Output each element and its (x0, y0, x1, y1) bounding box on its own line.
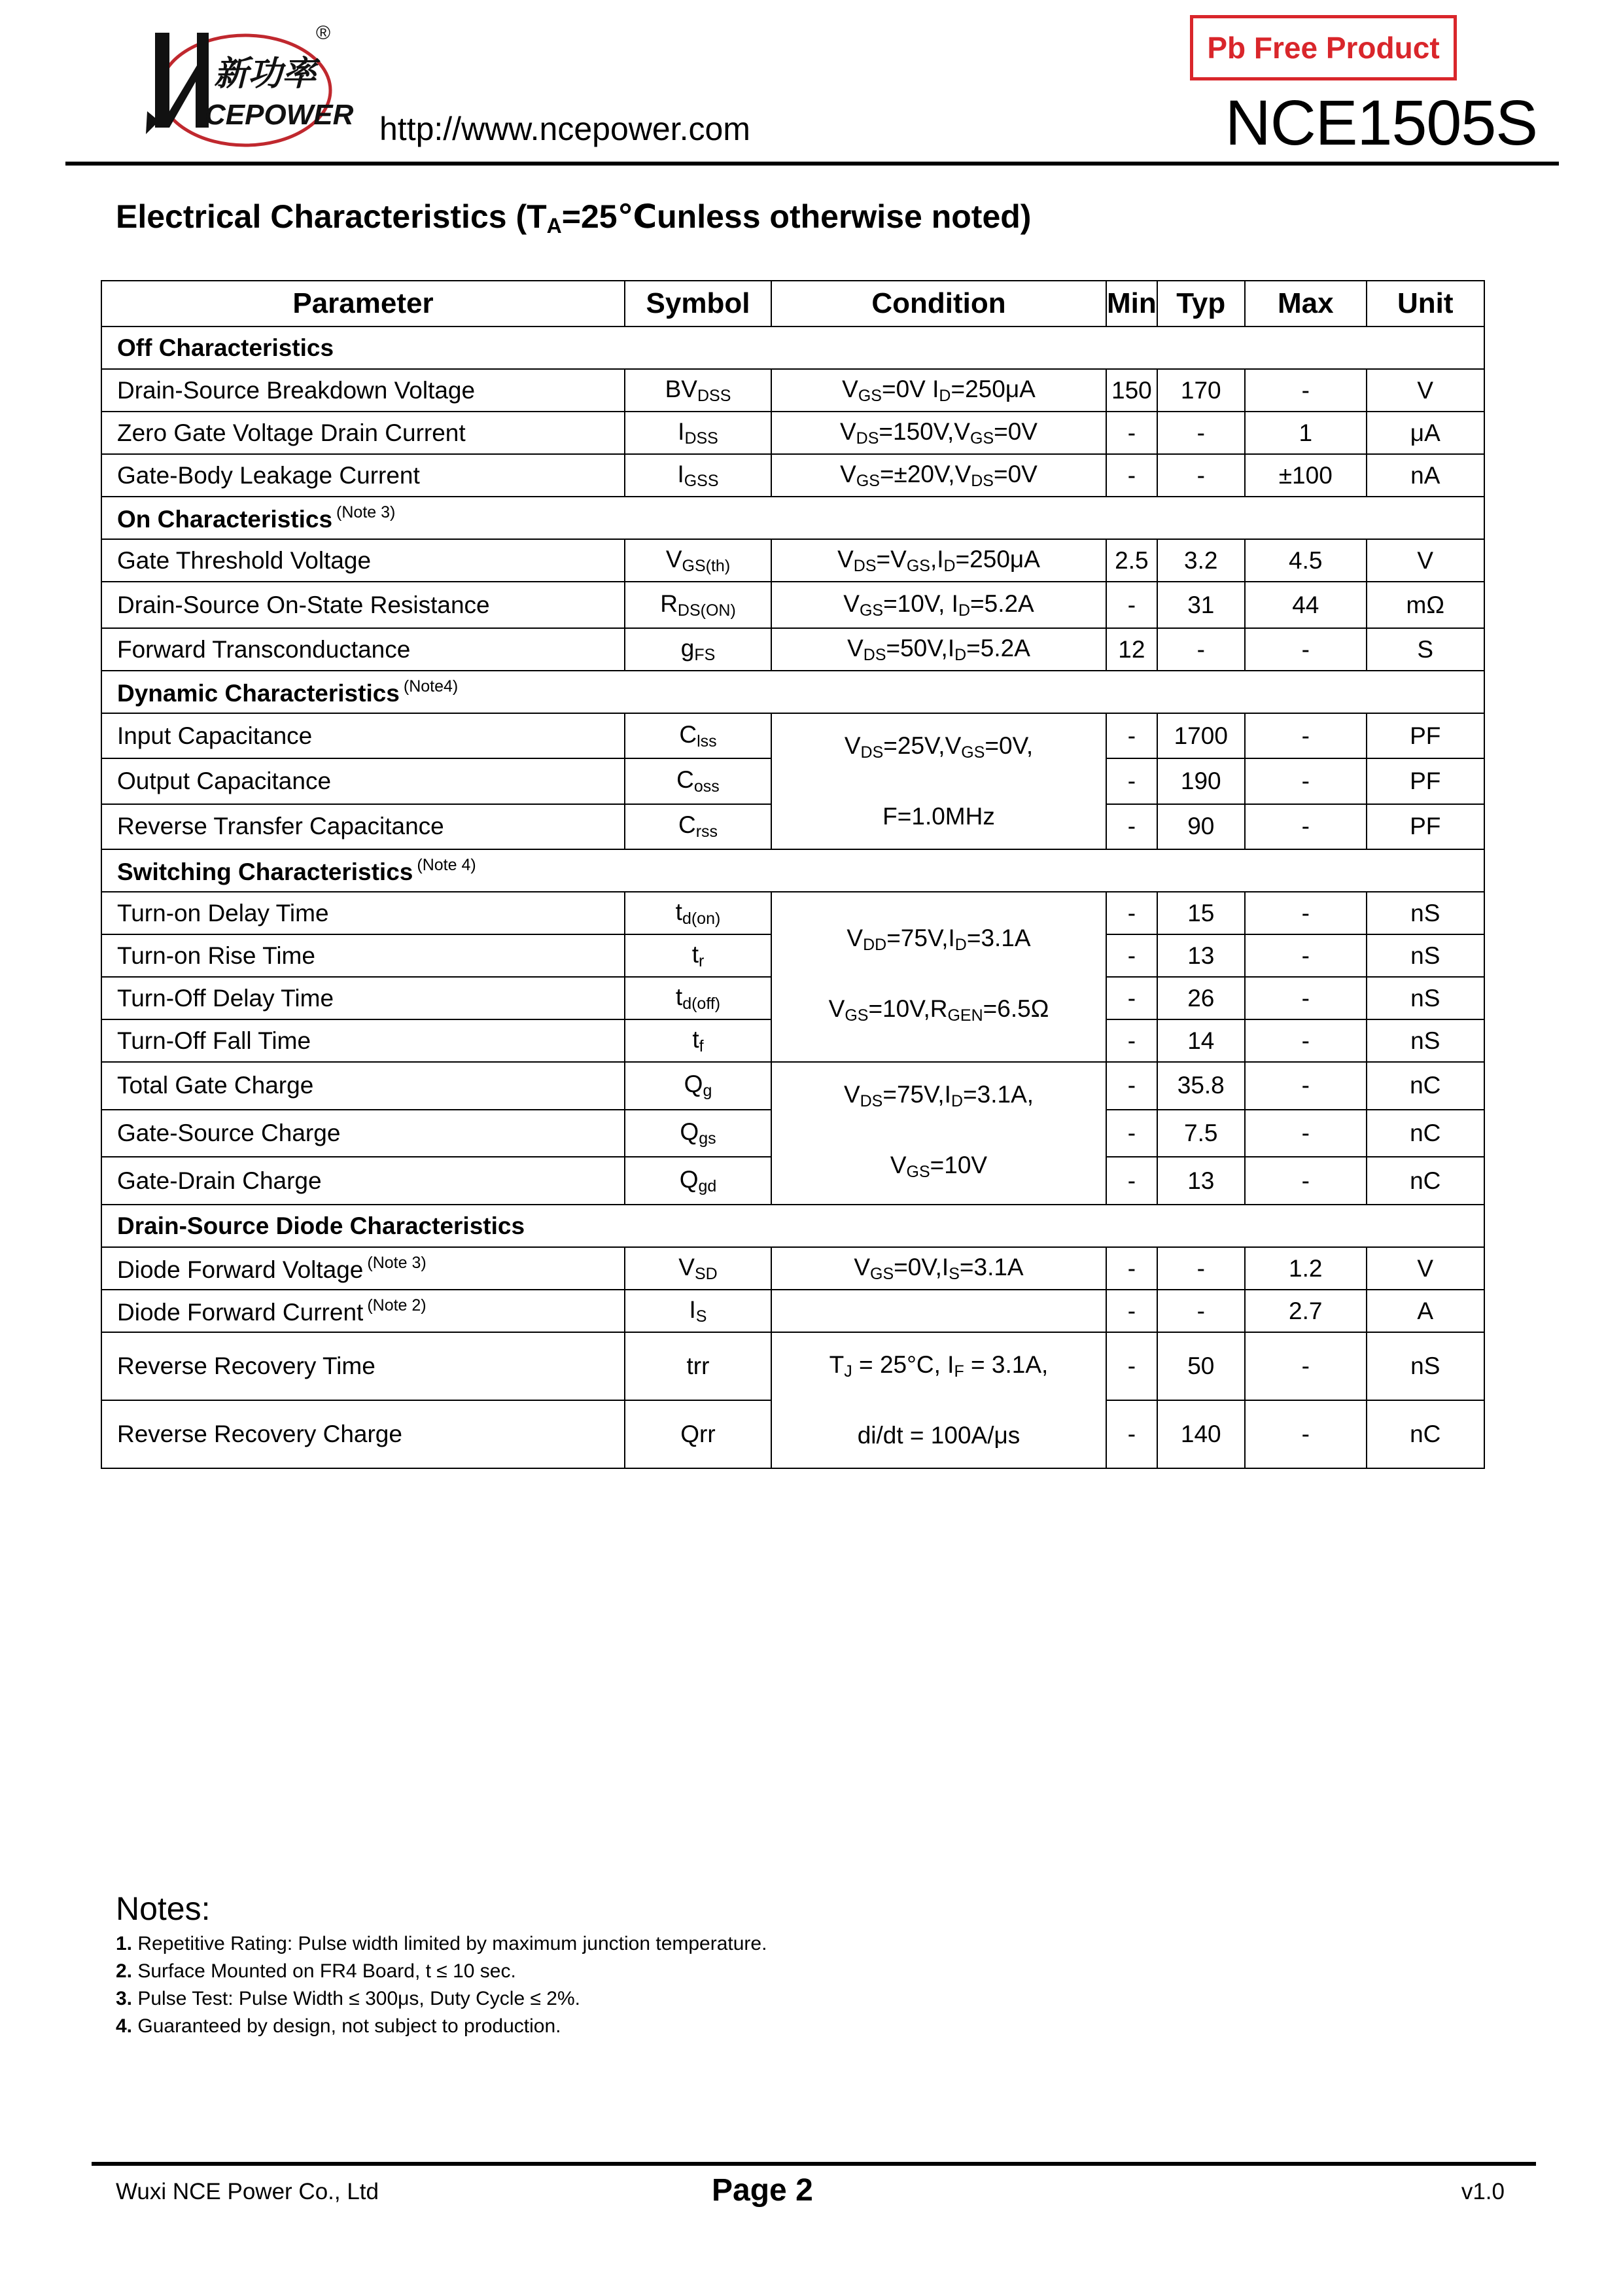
param-cell: Diode Forward Current $^{(Note 2)}$ (101, 1290, 625, 1332)
max-cell: - (1245, 804, 1367, 849)
unit-cell: nS (1367, 1332, 1484, 1400)
unit-cell: μA (1367, 412, 1484, 454)
footer-company: Wuxi NCE Power Co., Ltd (116, 2179, 379, 2204)
condition-cell: $V_{GS}=0V,I_S=3.1A$ (771, 1247, 1106, 1290)
param-cell: Drain-Source Breakdown Voltage (101, 369, 625, 412)
col-header-typ: Typ (1157, 281, 1245, 327)
max-cell: 1.2 (1245, 1247, 1367, 1290)
symbol-cell: $Q_{gs}$ (625, 1110, 771, 1157)
max-cell: - (1245, 1019, 1367, 1062)
param-cell: Forward Transconductance (101, 628, 625, 671)
page-number: Page 2 (712, 2173, 813, 2208)
min-cell: - (1106, 1110, 1157, 1157)
typ-cell: 31 (1157, 582, 1245, 628)
min-cell: - (1106, 1019, 1157, 1062)
section-row (101, 1205, 1484, 1247)
section-off: Off Characteristics (101, 327, 1484, 369)
website-url[interactable]: http://www.ncepower.com (379, 111, 750, 147)
typ-cell: 90 (1157, 804, 1245, 849)
max-cell: - (1245, 892, 1367, 934)
param-cell: Total Gate Charge (101, 1062, 625, 1110)
condition-cell: $V_{DS}=150V,V_{GS}=0V$ (771, 412, 1106, 454)
typ-cell: 1700 (1157, 713, 1245, 758)
max-cell: - (1245, 1400, 1367, 1468)
notes-title: Notes: (116, 1890, 211, 1927)
unit-cell: V (1367, 369, 1484, 412)
table-row (101, 628, 1484, 671)
param-cell: Turn-on Delay Time (101, 892, 625, 934)
symbol-cell: $g_{FS}$ (625, 628, 771, 671)
param-cell: Gate-Drain Charge (101, 1157, 625, 1205)
param-cell: Reverse Recovery Time (101, 1332, 625, 1400)
typ-cell: 190 (1157, 758, 1245, 804)
typ-cell: 3.2 (1157, 539, 1245, 582)
min-cell: 2.5 (1106, 539, 1157, 582)
max-cell: 44 (1245, 582, 1367, 628)
max-cell: - (1245, 977, 1367, 1019)
symbol-cell: trr (625, 1332, 771, 1400)
condition-cell: $V_{DD}=75V,I_D=3.1A$ $V_{GS}=10V,R_{GEN}=6.5\Omega$ (771, 892, 1106, 1062)
symbol-cell: $C_{lss}$ (625, 713, 771, 758)
max-cell: 4.5 (1245, 539, 1367, 582)
section-title: Electrical Characteristics ($T_A=25℃unless$ otherwise noted) (116, 198, 1032, 238)
symbol-cell: $C_{rss}$ (625, 804, 771, 849)
min-cell: 12 (1106, 628, 1157, 671)
param-cell: Output Capacitance (101, 758, 625, 804)
max-cell: - (1245, 1332, 1367, 1400)
table-row (101, 1247, 1484, 1290)
param-cell: Diode Forward Voltage $^{(Note 3)}$ (101, 1247, 625, 1290)
max-cell: - (1245, 369, 1367, 412)
symbol-cell: $V_{GS(th)}$ (625, 539, 771, 582)
min-cell: 150 (1106, 369, 1157, 412)
condition-cell: $T_J = 25^\circ C$, $I_F = 3.1A$, di/dt = 100A/μs (771, 1332, 1106, 1468)
table-row (101, 369, 1484, 412)
typ-cell: 170 (1157, 369, 1245, 412)
registered-mark: ® (316, 22, 331, 44)
table-row (101, 1332, 1484, 1400)
unit-cell: nC (1367, 1110, 1484, 1157)
typ-cell: 13 (1157, 1157, 1245, 1205)
max-cell: - (1245, 934, 1367, 977)
footer-divider (92, 2162, 1536, 2166)
section-diode: Drain-Source Diode Characteristics (101, 1205, 1484, 1247)
section-row (101, 327, 1484, 369)
section-on: On Characteristics $^{(Note 3)}$ (101, 497, 1484, 539)
typ-cell: 50 (1157, 1332, 1245, 1400)
param-cell: Turn-Off Fall Time (101, 1019, 625, 1062)
condition-cell (771, 1290, 1106, 1332)
logo-chinese-text: 新功率 (214, 54, 317, 94)
condition-cell: $V_{GS}=\pm 20V,V_{DS}=0V$ (771, 454, 1106, 497)
min-cell: - (1106, 1062, 1157, 1110)
param-cell: Turn-Off Delay Time (101, 977, 625, 1019)
max-cell: 1 (1245, 412, 1367, 454)
unit-cell: nC (1367, 1157, 1484, 1205)
table-row (101, 1290, 1484, 1332)
typ-cell: 15 (1157, 892, 1245, 934)
min-cell: - (1106, 1332, 1157, 1400)
param-cell: Drain-Source On-State Resistance (101, 582, 625, 628)
param-cell: Gate-Body Leakage Current (101, 454, 625, 497)
max-cell: ±100 (1245, 454, 1367, 497)
unit-cell: S (1367, 628, 1484, 671)
condition-cell: $V_{GS}=0V$ $I_D=250\mu A$ (771, 369, 1106, 412)
min-cell: - (1106, 934, 1157, 977)
param-cell: Zero Gate Voltage Drain Current (101, 412, 625, 454)
part-number: NCE1505S (1225, 87, 1537, 158)
section-row (101, 497, 1484, 539)
unit-cell: nS (1367, 977, 1484, 1019)
unit-cell: V (1367, 1247, 1484, 1290)
symbol-cell: $t_r$ (625, 934, 771, 977)
electrical-characteristics-table (101, 280, 1485, 1469)
company-logo (141, 13, 354, 150)
min-cell: - (1106, 713, 1157, 758)
typ-cell: - (1157, 1247, 1245, 1290)
symbol-cell: $t_f$ (625, 1019, 771, 1062)
param-cell: Turn-on Rise Time (101, 934, 625, 977)
unit-cell: PF (1367, 758, 1484, 804)
col-header-parameter: Parameter (101, 281, 625, 327)
typ-cell: - (1157, 1290, 1245, 1332)
unit-cell: nA (1367, 454, 1484, 497)
note-item: 4. Guaranteed by design, not subject to production. (116, 2015, 561, 2037)
min-cell: - (1106, 892, 1157, 934)
typ-cell: 13 (1157, 934, 1245, 977)
note-item: 1. Repetitive Rating: Pulse width limited by maximum junction temperature. (116, 1933, 767, 1954)
table-row (101, 454, 1484, 497)
section-dynamic: Dynamic Characteristics $^{(Note4)}$ (101, 671, 1484, 713)
section-row (101, 671, 1484, 713)
unit-cell: nS (1367, 892, 1484, 934)
symbol-cell: $I_{DSS}$ (625, 412, 771, 454)
col-header-condition: Condition (771, 281, 1106, 327)
max-cell: - (1245, 1110, 1367, 1157)
table-row (101, 1062, 1484, 1110)
min-cell: - (1106, 454, 1157, 497)
document-version: v1.0 (1461, 2179, 1505, 2204)
typ-cell: - (1157, 628, 1245, 671)
max-cell: - (1245, 758, 1367, 804)
condition-cell: $V_{DS}=25V,V_{GS}=0V$, F=1.0MHz (771, 713, 1106, 849)
min-cell: - (1106, 804, 1157, 849)
min-cell: - (1106, 1247, 1157, 1290)
param-cell: Reverse Recovery Charge (101, 1400, 625, 1468)
typ-cell: 7.5 (1157, 1110, 1245, 1157)
typ-cell: - (1157, 454, 1245, 497)
unit-cell: mΩ (1367, 582, 1484, 628)
unit-cell: nS (1367, 1019, 1484, 1062)
min-cell: - (1106, 758, 1157, 804)
max-cell: - (1245, 628, 1367, 671)
table-row (101, 582, 1484, 628)
unit-cell: nC (1367, 1062, 1484, 1110)
condition-cell: $V_{DS}=75V,I_D=3.1A$, $V_{GS}=10V$ (771, 1062, 1106, 1205)
symbol-cell: $C_{oss}$ (625, 758, 771, 804)
unit-cell: nS (1367, 934, 1484, 977)
param-cell: Input Capacitance (101, 713, 625, 758)
typ-cell: 35.8 (1157, 1062, 1245, 1110)
min-cell: - (1106, 1157, 1157, 1205)
typ-cell: 26 (1157, 977, 1245, 1019)
table-header-row (101, 281, 1484, 327)
max-cell: 2.7 (1245, 1290, 1367, 1332)
symbol-cell: $t_{d(off)}$ (625, 977, 771, 1019)
unit-cell: V (1367, 539, 1484, 582)
section-switching: Switching Characteristics $^{(Note 4)}$ (101, 849, 1484, 892)
unit-cell: PF (1367, 804, 1484, 849)
max-cell: - (1245, 1062, 1367, 1110)
min-cell: - (1106, 412, 1157, 454)
symbol-cell: $t_{d(on)}$ (625, 892, 771, 934)
symbol-cell: $Q_{gd}$ (625, 1157, 771, 1205)
col-header-symbol: Symbol (625, 281, 771, 327)
typ-cell: 14 (1157, 1019, 1245, 1062)
min-cell: - (1106, 582, 1157, 628)
symbol-cell: $I_S$ (625, 1290, 771, 1332)
logo-brand-text: CEPOWER (205, 99, 354, 131)
symbol-cell: Qrr (625, 1400, 771, 1468)
note-item: 3. Pulse Test: Pulse Width ≤ 300μs, Duty Cycle ≤ 2%. (116, 1988, 580, 2009)
unit-cell: nC (1367, 1400, 1484, 1468)
table-row (101, 713, 1484, 758)
note-item: 2. Surface Mounted on FR4 Board, t ≤ 10 sec. (116, 1960, 516, 1982)
col-header-unit: Unit (1367, 281, 1484, 327)
typ-cell: - (1157, 412, 1245, 454)
section-row (101, 849, 1484, 892)
param-cell: Reverse Transfer Capacitance (101, 804, 625, 849)
symbol-cell: $V_{SD}$ (625, 1247, 771, 1290)
symbol-cell: $I_{GSS}$ (625, 454, 771, 497)
table-row (101, 892, 1484, 934)
param-cell: Gate-Source Charge (101, 1110, 625, 1157)
condition-cell: $V_{DS}=50V,I_D=5.2A$ (771, 628, 1106, 671)
symbol-cell: $BV_{DSS}$ (625, 369, 771, 412)
symbol-cell: $Q_g$ (625, 1062, 771, 1110)
min-cell: - (1106, 977, 1157, 1019)
max-cell: - (1245, 1157, 1367, 1205)
min-cell: - (1106, 1290, 1157, 1332)
col-header-min: Min (1106, 281, 1157, 327)
max-cell: - (1245, 713, 1367, 758)
param-cell: Gate Threshold Voltage (101, 539, 625, 582)
condition-cell: $V_{GS}=10V$, $I_D=5.2A$ (771, 582, 1106, 628)
pb-free-badge: Pb Free Product (1190, 15, 1457, 80)
min-cell: - (1106, 1400, 1157, 1468)
table-row (101, 539, 1484, 582)
col-header-max: Max (1245, 281, 1367, 327)
typ-cell: 140 (1157, 1400, 1245, 1468)
table-row (101, 412, 1484, 454)
symbol-cell: $R_{DS(ON)}$ (625, 582, 771, 628)
unit-cell: A (1367, 1290, 1484, 1332)
header-divider (65, 162, 1559, 166)
unit-cell: PF (1367, 713, 1484, 758)
condition-cell: $V_{DS}=V_{GS},I_D=250\mu A$ (771, 539, 1106, 582)
